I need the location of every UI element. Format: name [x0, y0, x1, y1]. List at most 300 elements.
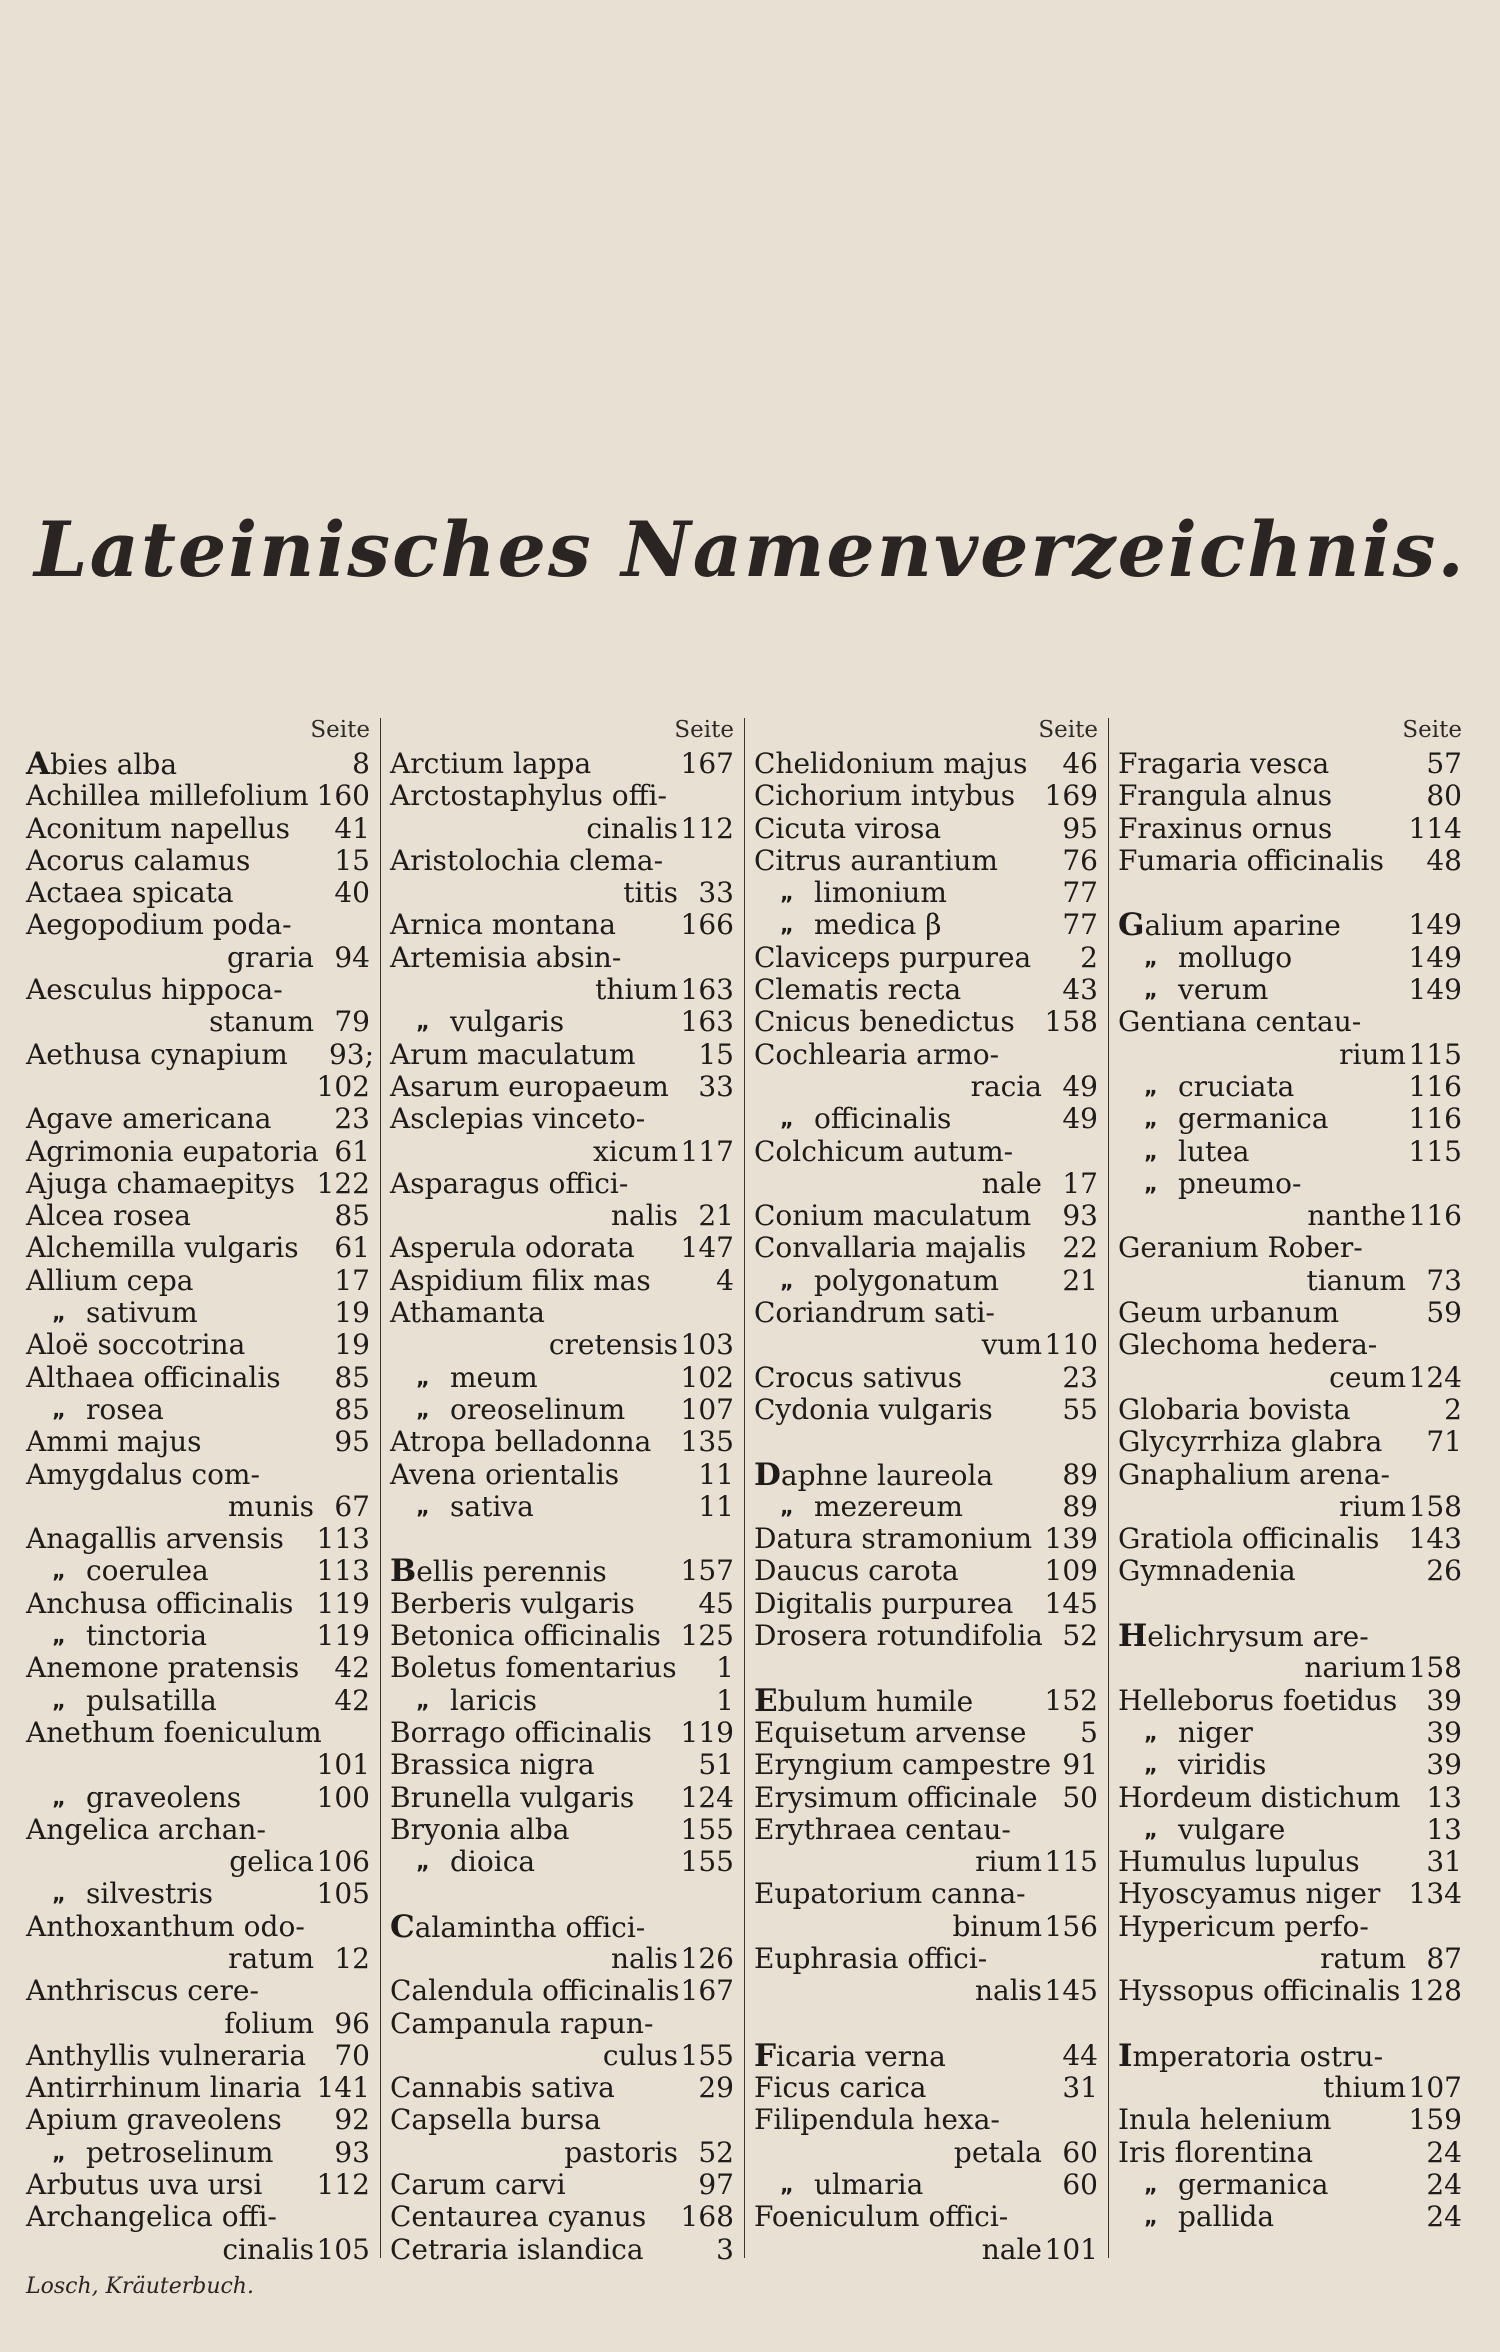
- entry-name: Anethum foeniculum: [26, 1715, 322, 1749]
- entry-page-number: 44: [1062, 2038, 1098, 2072]
- index-entry: [390, 1685, 734, 1717]
- index-entry: [1118, 1362, 1462, 1394]
- entry-page-number: 11: [698, 1489, 734, 1523]
- entry-page-number: 101: [316, 1748, 370, 1782]
- entry-page-number: 115: [1408, 1134, 1462, 1168]
- entry-name: ratum: [228, 1941, 314, 1975]
- entry-page-number: 39: [1426, 1715, 1462, 1749]
- index-entry: [390, 1652, 734, 1684]
- entry-name: Gentiana centau-: [1118, 1005, 1362, 1039]
- page-column-header: Seite: [674, 717, 734, 743]
- entry-name: meum: [450, 1360, 538, 1394]
- index-entry: [1118, 1975, 1462, 2007]
- index-entry: [390, 1523, 734, 1555]
- entry-name: Asparagus offici-: [390, 1166, 629, 1200]
- entry-page-number: 43: [1062, 973, 1098, 1007]
- index-entry: [1118, 2169, 1462, 2201]
- index-entry: [390, 1749, 734, 1781]
- entry-name: pulsatilla: [86, 1683, 217, 1717]
- entry-page-number: 49: [1062, 1102, 1098, 1136]
- entry-name: Fraxinus ornus: [1118, 811, 1333, 845]
- entry-name: officinalis: [814, 1102, 952, 1136]
- entry-page-number: 93: [1062, 1199, 1098, 1233]
- ditto-mark-icon: „: [52, 1688, 66, 1713]
- entry-page-number: 155: [680, 1812, 734, 1846]
- entry-name: Aesculus hippoca-: [26, 973, 283, 1007]
- entry-name: rium: [975, 1845, 1042, 1879]
- entry-name: ceum: [1329, 1360, 1406, 1394]
- entry-page-number: 149: [1408, 973, 1462, 1007]
- index-entry: [754, 813, 1098, 845]
- index-entry: [754, 1682, 1098, 1719]
- entry-page-number: 116: [1408, 1102, 1462, 1136]
- entry-page-number: 143: [1408, 1522, 1462, 1556]
- entry-page-number: 8: [352, 747, 370, 780]
- ditto-mark-icon: „: [1144, 1817, 1158, 1842]
- index-entry: [390, 2072, 734, 2104]
- index-entry: [26, 2234, 370, 2266]
- entry-name: graria: [226, 940, 314, 974]
- entry-name: Betonica officinalis: [390, 1619, 661, 1653]
- entry-name: Berberis vulgaris: [390, 1586, 635, 1620]
- index-entry: [26, 2104, 370, 2136]
- entry-page-number: 167: [680, 1974, 734, 2008]
- ditto-mark-icon: „: [780, 2173, 794, 2198]
- entry-page-number: 93: [334, 2135, 370, 2169]
- entry-page-number: 141: [316, 2071, 370, 2105]
- index-entry: [1118, 1071, 1462, 1103]
- entry-page-number: 124: [680, 1780, 734, 1814]
- entry-page-number: 52: [1062, 1619, 1098, 1653]
- index-entry: [1118, 1943, 1462, 1975]
- entry-name: vulgaris: [450, 1005, 565, 1039]
- ditto-mark-icon: „: [416, 1397, 430, 1422]
- entry-page-number: 76: [1062, 843, 1098, 877]
- entry-page-number: 169: [1044, 779, 1098, 813]
- index-entry: [754, 1265, 1098, 1297]
- index-entry: [1118, 1814, 1462, 1846]
- entry-name: rium: [1339, 1037, 1406, 1071]
- entry-name: Boletus fomentarius: [390, 1651, 677, 1685]
- index-entry: [26, 748, 370, 780]
- column-rule: [1108, 718, 1109, 2258]
- index-entry: [390, 1039, 734, 1071]
- entry-name: Cochlearia armo-: [754, 1037, 1000, 1071]
- entry-name: Centaurea cyanus: [390, 2200, 647, 2234]
- entry-page-number: 42: [334, 1651, 370, 1685]
- entry-page-number: 96: [334, 2006, 370, 2040]
- entry-name: Alchemilla vulgaris: [26, 1231, 299, 1265]
- entry-name: Agrimonia eupatoria: [26, 1134, 319, 1168]
- entry-name: Antirrhinum linaria: [26, 2071, 302, 2105]
- entry-page-number: 102: [680, 1360, 734, 1394]
- index-entry: [26, 2072, 370, 2104]
- index-entry: [754, 2008, 1098, 2040]
- index-entry: [1118, 2137, 1462, 2169]
- index-entry: [26, 1685, 370, 1717]
- ditto-mark-icon: „: [52, 1397, 66, 1422]
- index-entry: [26, 1491, 370, 1523]
- index-entry: [754, 974, 1098, 1006]
- ditto-mark-icon: „: [1144, 1107, 1158, 1132]
- entry-name: Datura stramonium: [754, 1522, 1033, 1556]
- index-entry: [754, 1749, 1098, 1781]
- entry-page-number: 100: [316, 1780, 370, 1814]
- index-entry: [754, 1975, 1098, 2007]
- entry-page-number: 92: [334, 2103, 370, 2137]
- entry-name: Avena orientalis: [390, 1457, 620, 1491]
- entry-page-number: 24: [1426, 2168, 1462, 2202]
- index-entry: [754, 1394, 1098, 1426]
- entry-name: Asarum europaeum: [390, 1069, 669, 1103]
- page-column-header: Seite: [1402, 717, 1462, 743]
- index-entry: [754, 1814, 1098, 1846]
- index-entry: [26, 780, 370, 812]
- ditto-mark-icon: „: [1144, 945, 1158, 970]
- entry-name: Clematis recta: [754, 973, 962, 1007]
- index-column-1: [26, 712, 374, 2268]
- entry-name: cinalis: [222, 2232, 314, 2266]
- index-entry: [26, 1329, 370, 1361]
- index-entry: [26, 1071, 370, 1103]
- entry-name: lutea: [1178, 1134, 1250, 1168]
- index-entry: [754, 1588, 1098, 1620]
- index-entry: [26, 909, 370, 941]
- index-entry: [26, 1037, 374, 1071]
- entry-name: titis: [623, 876, 678, 910]
- entry-name: Ebulum humile: [754, 1682, 974, 1719]
- page-column-header: Seite: [310, 717, 370, 743]
- index-entry: [1118, 1846, 1462, 1878]
- entry-page-number: 22: [1062, 1231, 1098, 1265]
- entry-name: Foeniculum offici-: [754, 2200, 1009, 2234]
- index-entry: [1118, 748, 1462, 780]
- index-entry: [26, 1297, 370, 1329]
- entry-page-number: 115: [1408, 1037, 1462, 1071]
- index-entry: [26, 1168, 370, 1200]
- footer-signature: Losch, Kräuterbuch.: [26, 2274, 254, 2299]
- entry-page-number: 117: [680, 1134, 734, 1168]
- entry-name: Carum carvi: [390, 2168, 566, 2202]
- entry-page-number: 26: [1426, 1554, 1462, 1588]
- index-entry: [390, 2234, 734, 2266]
- entry-page-number: 39: [1426, 1683, 1462, 1717]
- entry-page-number: 126: [680, 1941, 734, 1975]
- entry-page-number: 50: [1062, 1780, 1098, 1814]
- entry-page-number: 116: [1408, 1199, 1462, 1233]
- entry-page-number: 15: [698, 1037, 734, 1071]
- index-entry: [754, 2037, 1098, 2074]
- entry-page-number: 157: [680, 1554, 734, 1588]
- index-entry: [754, 1491, 1098, 1523]
- index-entry: [390, 1168, 734, 1200]
- entry-name: Helichrysum are-: [1118, 1618, 1369, 1655]
- entry-page-number: 116: [1408, 1069, 1462, 1103]
- index-entry: [390, 1717, 734, 1749]
- entry-page-number: 87: [1426, 1941, 1462, 1975]
- index-entry: [1118, 1459, 1462, 1491]
- entry-page-number: 55: [1062, 1392, 1098, 1426]
- index-entry: [754, 1136, 1098, 1168]
- index-entry: [390, 2008, 734, 2040]
- entry-name: Geranium Rober-: [1118, 1231, 1363, 1265]
- entry-name: Aethusa cynapium: [26, 1037, 288, 1071]
- index-entry: [1118, 1685, 1462, 1717]
- entry-page-number: 3: [716, 2232, 734, 2266]
- index-entry: [390, 813, 734, 845]
- index-entry: [26, 1426, 370, 1458]
- ditto-mark-icon: „: [416, 1688, 430, 1713]
- ditto-mark-icon: „: [1144, 1753, 1158, 1778]
- entry-name: cruciata: [1178, 1069, 1295, 1103]
- entry-name: xicum: [592, 1134, 678, 1168]
- index-entry: [390, 909, 734, 941]
- index-entry: [26, 1975, 370, 2007]
- index-entry: [1118, 1555, 1462, 1587]
- entry-page-number: 119: [316, 1586, 370, 1620]
- entry-name: Hypericum perfo-: [1118, 1909, 1369, 1943]
- entry-name: Hordeum distichum: [1118, 1780, 1401, 1814]
- entry-page-number: 124: [1408, 1360, 1462, 1394]
- index-entry: [390, 1491, 734, 1523]
- entry-page-number: 152: [1044, 1683, 1098, 1717]
- entry-name: nale: [981, 1166, 1042, 1200]
- entry-name: tianum: [1306, 1263, 1406, 1297]
- index-entry: [754, 2137, 1098, 2169]
- entry-page-number: 107: [680, 1392, 734, 1426]
- entry-name: Erysimum officinale: [754, 1780, 1038, 1814]
- index-entry: [26, 974, 370, 1006]
- entry-name: Amygdalus com-: [26, 1457, 260, 1491]
- index-entry: [390, 974, 734, 1006]
- entry-name: Acorus calamus: [26, 843, 251, 877]
- entry-name: Inula helenium: [1118, 2103, 1332, 2137]
- entry-name: Anthoxanthum odo-: [26, 1909, 305, 1943]
- index-entry: [754, 909, 1098, 941]
- ditto-mark-icon: „: [780, 881, 794, 906]
- entry-name: pastoris: [564, 2135, 678, 2169]
- index-entry: [390, 1814, 734, 1846]
- index-entry: [754, 1782, 1098, 1814]
- entry-page-number: 13: [1426, 1812, 1462, 1846]
- entry-name: pneumo-: [1178, 1166, 1302, 1200]
- entry-page-number: 57: [1426, 747, 1462, 780]
- index-entry: [26, 1362, 370, 1394]
- entry-page-number: 97: [698, 2168, 734, 2202]
- index-entry: [1118, 1426, 1462, 1458]
- ditto-mark-icon: „: [52, 1624, 66, 1649]
- index-entry: [1118, 1297, 1462, 1329]
- entry-page-number: 85: [334, 1392, 370, 1426]
- entry-page-number: 31: [1062, 2071, 1098, 2105]
- entry-name: narium: [1304, 1651, 1406, 1685]
- ditto-mark-icon: „: [1144, 1171, 1158, 1196]
- index-entry: [754, 1620, 1098, 1652]
- entry-name: Gymnadenia: [1118, 1554, 1296, 1588]
- index-entry: [390, 1620, 734, 1652]
- entry-name: Colchicum autum-: [754, 1134, 1014, 1168]
- index-table: [26, 712, 1474, 2272]
- entry-page-number: 73: [1426, 1263, 1462, 1297]
- index-entry: [754, 2234, 1098, 2266]
- entry-name: Crocus sativus: [754, 1360, 963, 1394]
- ditto-mark-icon: „: [1144, 1720, 1158, 1745]
- entry-name: laricis: [450, 1683, 537, 1717]
- index-entry: [26, 1846, 370, 1878]
- entry-page-number: 119: [316, 1619, 370, 1653]
- index-entry: [390, 1878, 734, 1910]
- index-entry: [26, 942, 370, 974]
- entry-name: Gratiola officinalis: [1118, 1522, 1380, 1556]
- entry-page-number: 158: [1044, 1005, 1098, 1039]
- index-entry: [390, 1103, 734, 1135]
- index-entry: [26, 1943, 370, 1975]
- index-entry: [26, 1782, 370, 1814]
- index-entry: [1118, 1491, 1462, 1523]
- entry-name: thium: [1323, 2071, 1406, 2105]
- column-rule: [744, 718, 745, 2258]
- index-entry: [26, 1232, 370, 1264]
- entry-page-number: 145: [1044, 1586, 1098, 1620]
- entry-page-number: 167: [680, 747, 734, 780]
- index-entry: [1118, 1232, 1462, 1264]
- index-entry: [390, 877, 734, 909]
- entry-page-number: 112: [316, 2168, 370, 2202]
- entry-name: Althaea officinalis: [26, 1360, 281, 1394]
- index-entry: [390, 1071, 734, 1103]
- entry-name: nale: [981, 2232, 1042, 2266]
- index-entry: [754, 1717, 1098, 1749]
- index-entry: [26, 2137, 370, 2169]
- entry-name: Daucus carota: [754, 1554, 959, 1588]
- entry-name: graveolens: [86, 1780, 242, 1814]
- index-entry: [754, 1297, 1098, 1329]
- entry-name: Agave americana: [26, 1102, 272, 1136]
- entry-name: Artemisia absin-: [390, 940, 622, 974]
- index-entry: [390, 2137, 734, 2169]
- index-entry: [1118, 907, 1462, 944]
- entry-name: pallida: [1178, 2200, 1275, 2234]
- index-entry: [1118, 1136, 1462, 1168]
- index-column-4: [1118, 712, 1462, 2268]
- entry-name: nalis: [610, 1941, 678, 1975]
- index-entry: [26, 1200, 370, 1232]
- index-entry: [390, 1200, 734, 1232]
- index-entry: [390, 2201, 734, 2233]
- entry-page-number: 139: [1044, 1522, 1098, 1556]
- index-entry: [390, 1394, 734, 1426]
- entry-name: polygonatum: [814, 1263, 999, 1297]
- entry-page-number: 21: [698, 1199, 734, 1233]
- ditto-mark-icon: „: [780, 913, 794, 938]
- ditto-mark-icon: „: [1144, 2205, 1158, 2230]
- entry-name: tinctoria: [86, 1619, 208, 1653]
- index-entry: [26, 2169, 370, 2201]
- page-column-header: Seite: [1038, 717, 1098, 743]
- entry-page-number: 33: [698, 1069, 734, 1103]
- entry-page-number: 1: [716, 1683, 734, 1717]
- index-entry: [754, 1878, 1098, 1910]
- index-entry: [754, 1006, 1098, 1038]
- entry-page-number: 102: [316, 1069, 370, 1103]
- entry-name: Anchusa officinalis: [26, 1586, 294, 1620]
- index-entry: [754, 1071, 1098, 1103]
- index-entry: [26, 1749, 370, 1781]
- index-entry: [754, 2072, 1098, 2104]
- index-entry: [26, 1394, 370, 1426]
- entry-name: Anemone pratensis: [26, 1651, 300, 1685]
- entry-page-number: 45: [698, 1586, 734, 1620]
- index-entry: [1118, 1717, 1462, 1749]
- entry-name: Anthyllis vulneraria: [26, 2038, 307, 2072]
- entry-name: sativum: [86, 1296, 198, 1330]
- index-entry: [26, 1103, 370, 1135]
- entry-name: Anagallis arvensis: [26, 1522, 284, 1556]
- index-entry: [754, 877, 1098, 909]
- entry-page-number: 60: [1062, 2135, 1098, 2169]
- entry-page-number: 71: [1426, 1425, 1462, 1459]
- entry-page-number: 125: [680, 1619, 734, 1653]
- index-entry: [26, 1459, 370, 1491]
- entry-name: vulgare: [1178, 1812, 1286, 1846]
- entry-page-number: 12: [334, 1941, 370, 1975]
- entry-name: cinalis: [586, 811, 678, 845]
- entry-name: oreoselinum: [450, 1392, 626, 1426]
- entry-page-number: 23: [334, 1102, 370, 1136]
- ditto-mark-icon: „: [416, 1365, 430, 1390]
- index-entry: [26, 1717, 370, 1749]
- entry-name: Allium cepa: [26, 1263, 194, 1297]
- entry-page-number: 145: [1044, 1974, 1098, 2008]
- entry-name: Aloë soccotrina: [26, 1328, 246, 1362]
- entry-page-number: 80: [1426, 779, 1462, 813]
- index-entry: [1118, 780, 1462, 812]
- index-entry: [26, 1911, 370, 1943]
- entry-name: germanica: [1178, 2168, 1329, 2202]
- entry-name: mollugo: [1178, 940, 1293, 974]
- entry-name: Coriandrum sati-: [754, 1296, 995, 1330]
- ditto-mark-icon: „: [52, 2140, 66, 2165]
- index-entry: [390, 942, 734, 974]
- index-entry: [390, 1553, 734, 1590]
- entry-name: Helleborus foetidus: [1118, 1683, 1398, 1717]
- entry-name: Erythraea centau-: [754, 1812, 1011, 1846]
- entry-name: Arbutus uva ursi: [26, 2168, 263, 2202]
- entry-page-number: 110: [1044, 1328, 1098, 1362]
- index-entry: [26, 1265, 370, 1297]
- index-entry: [26, 845, 370, 877]
- entry-name: Ficaria verna: [754, 2037, 946, 2074]
- entry-name: Eupatorium canna-: [754, 1877, 1026, 1911]
- index-entry: [390, 1943, 734, 1975]
- entry-page-number: 166: [680, 908, 734, 942]
- entry-name: Chelidonium majus: [754, 747, 1028, 780]
- index-entry: [1118, 1911, 1462, 1943]
- index-entry: [1118, 1039, 1462, 1071]
- index-column-2: [390, 712, 734, 2268]
- ditto-mark-icon: „: [780, 1268, 794, 1293]
- entry-name: Cetraria islandica: [390, 2232, 644, 2266]
- index-entry: [390, 845, 734, 877]
- ditto-mark-icon: „: [1144, 978, 1158, 1003]
- index-entry: [26, 1620, 370, 1652]
- entry-page-number: 41: [334, 811, 370, 845]
- index-entry: [390, 1846, 734, 1878]
- index-entry: [390, 1588, 734, 1620]
- index-entry: [390, 780, 734, 812]
- entry-page-number: 77: [1062, 876, 1098, 910]
- index-entry: [754, 1943, 1098, 1975]
